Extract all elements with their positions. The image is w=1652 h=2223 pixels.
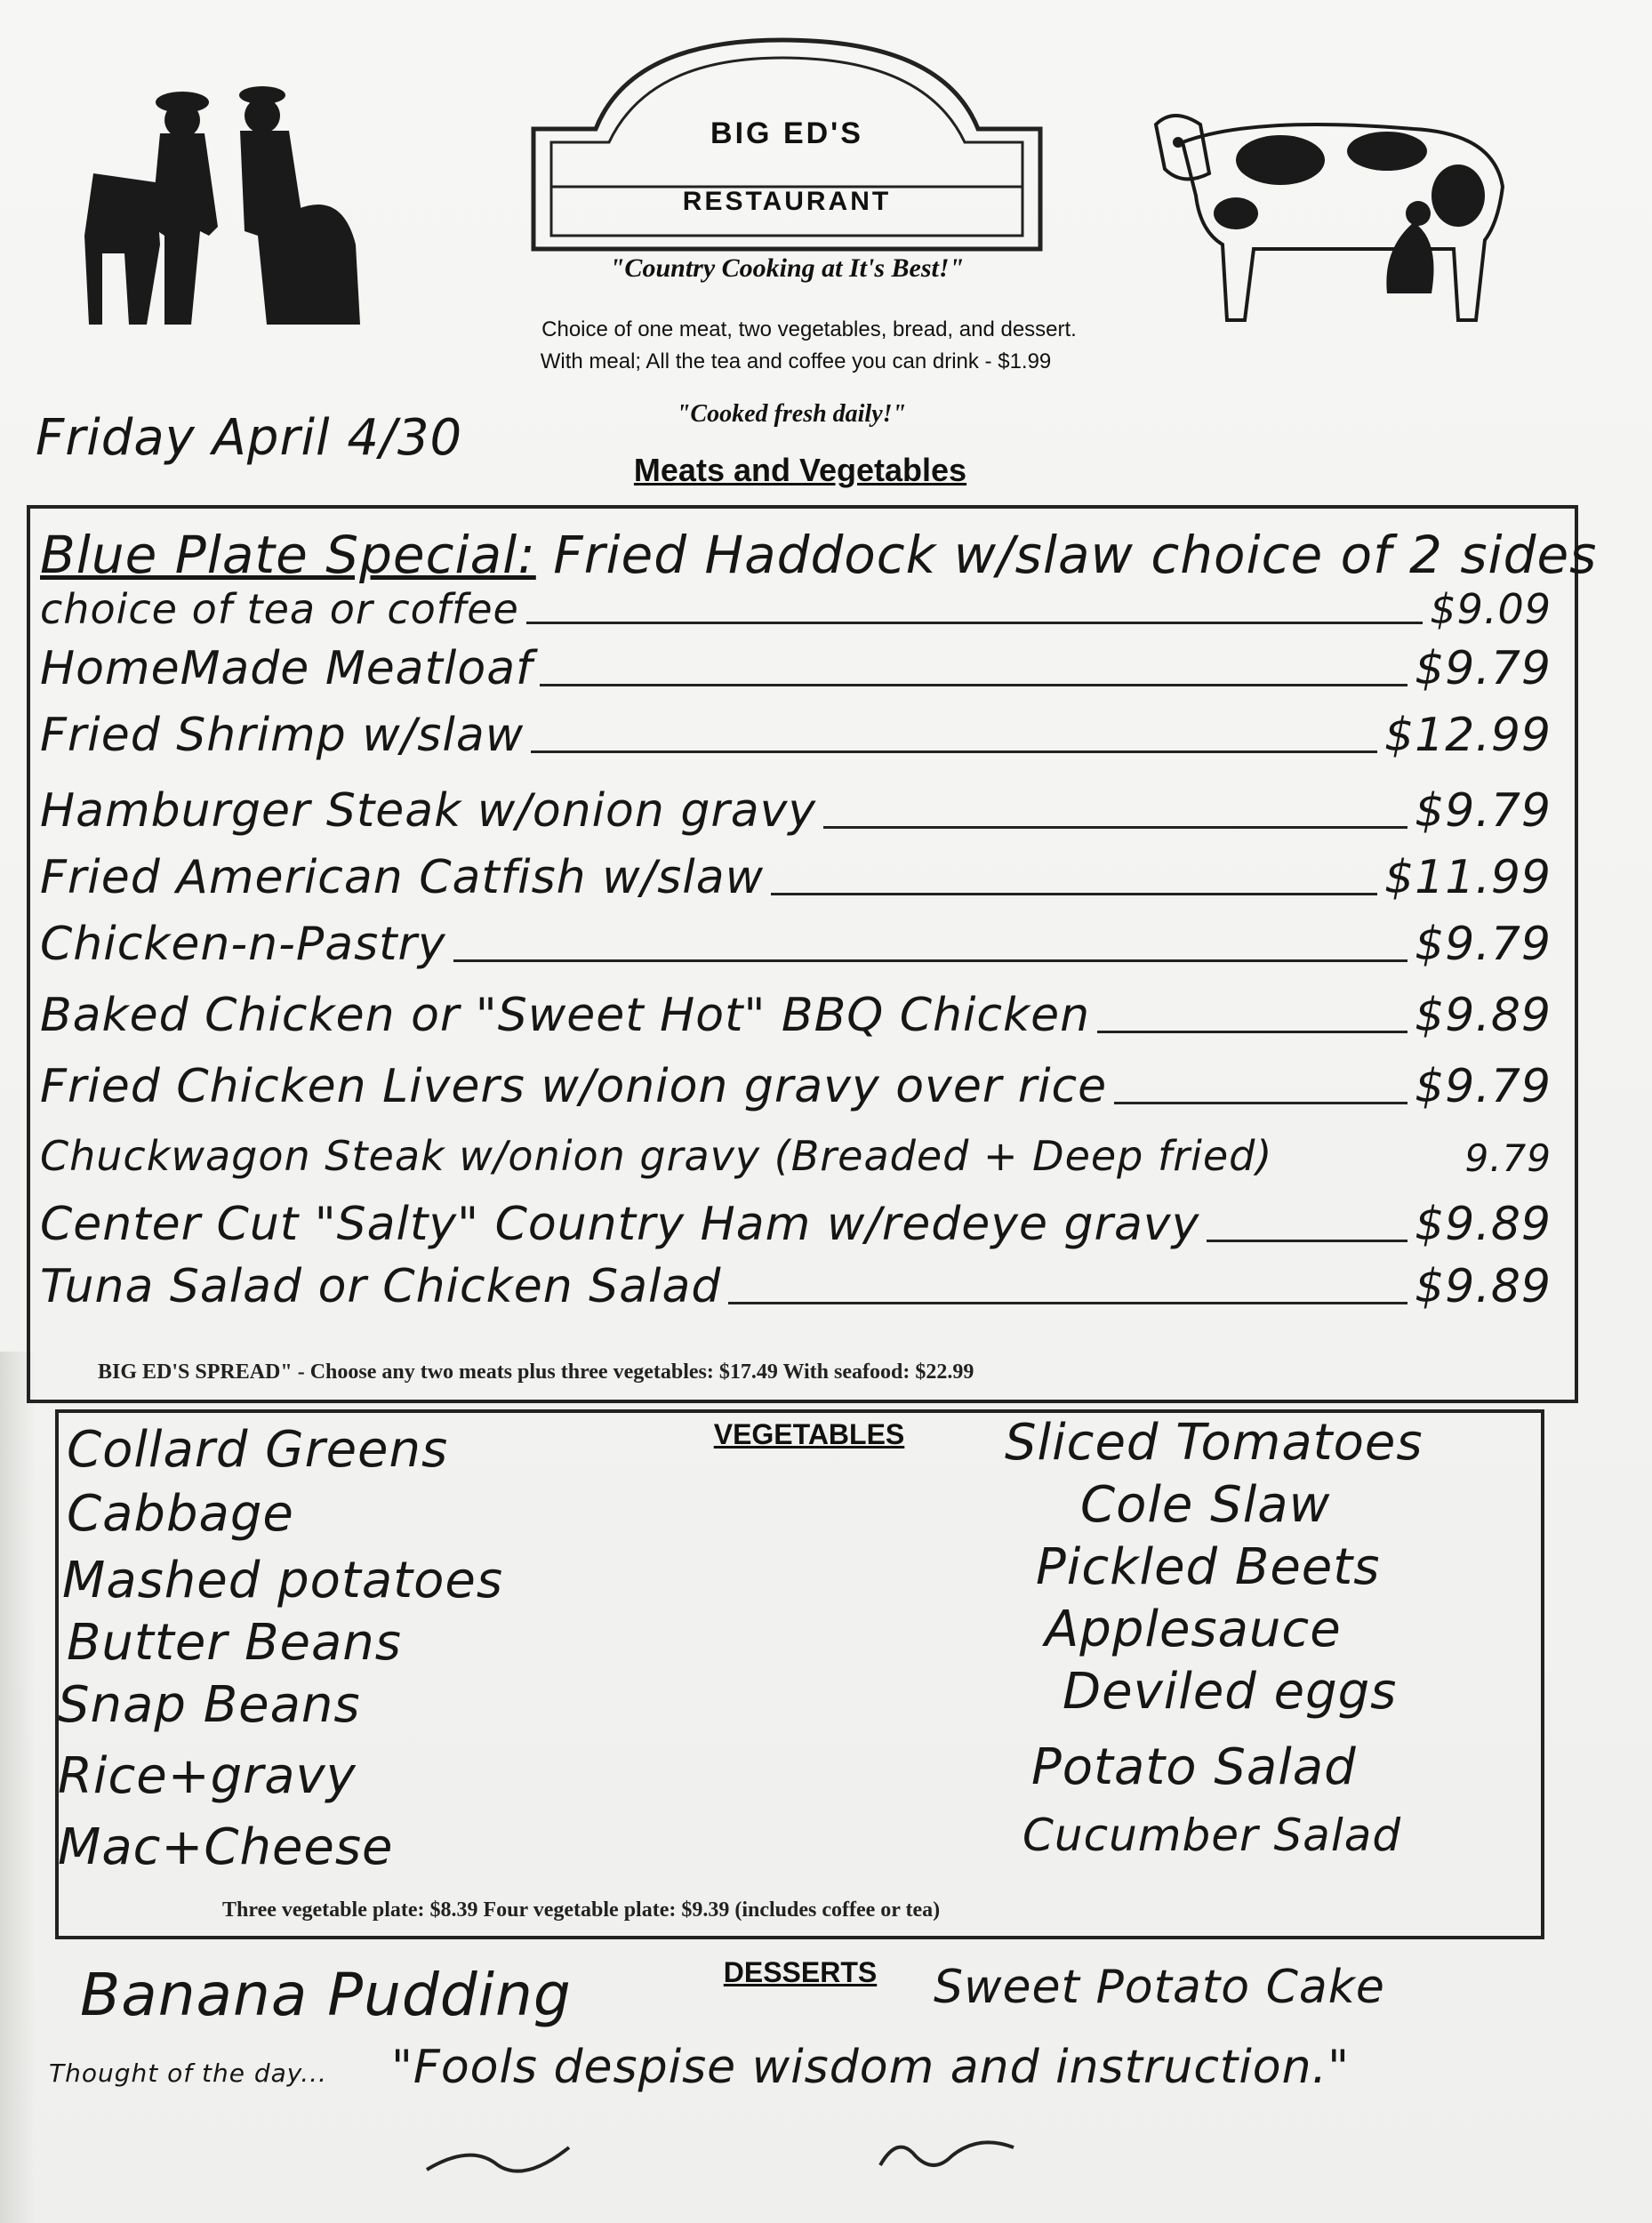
squiggle-doodle [418,2134,578,2187]
leader-line [453,959,1407,962]
menu-item-name: Chicken-n-Pastry [40,918,446,971]
vegetable-plate-prices: Three vegetable plate: $8.39 Four vegetable plate: $9.39 (includes coffee or tea) [222,1898,941,1922]
vegetable-item: Mashed potatoes [62,1552,504,1609]
meats-heading: Meats and Vegetables [633,452,967,488]
dessert-item: Sweet Potato Cake [934,1961,1385,2014]
menu-item-price: $9.79 [1415,918,1552,971]
squiggle-doodle [871,2125,1022,2179]
menu-item-row [40,849,1552,904]
menu-item-name: Tuna Salad or Chicken Salad [40,1260,722,1313]
paper-shadow [0,1352,36,2223]
vegetable-item: Collard Greens [67,1421,449,1479]
menu-item-name: Center Cut "Salty" Country Ham w/redeye gravy [40,1198,1200,1251]
menu-item-row [40,1196,1552,1251]
logo-subtitle: RESTAURANT [682,187,892,216]
menu-item-name: HomeMade Meatloaf [40,642,533,695]
menu-item-price: $9.09 [1430,585,1552,633]
leader-line [823,826,1407,829]
vegetable-item: Deviled eggs [1063,1663,1398,1721]
menu-item-price: 9.79 [1464,1136,1552,1180]
special-label: Blue Plate Special: [40,525,536,585]
menu-item-price: $9.89 [1415,989,1552,1042]
menu-item-name: Fried Chicken Livers w/onion gravy over rice [40,1060,1108,1113]
menu-item-name: Chuckwagon Steak w/onion gravy (Breaded + Deep fried) [40,1132,1273,1180]
menu-item-row [40,782,1552,838]
leader-line [728,1302,1407,1304]
menu-item-name: choice of tea or coffee [40,585,519,633]
menu-item-row [40,1058,1552,1113]
vegetable-item: Cole Slaw [1080,1476,1331,1534]
leader-line [531,750,1377,753]
menu-item-row [40,707,1552,762]
menu-item-price: $9.79 [1415,642,1552,695]
menu-item-row [40,1125,1552,1180]
leader-line [1114,1102,1407,1104]
leader-line [526,622,1423,624]
special-description: Fried Haddock w/slaw choice of 2 sides [553,525,1598,585]
menu-item-name: Fried American Catfish w/slaw [40,851,765,904]
menu-item-row [40,578,1552,633]
vegetable-item: Sliced Tomatoes [1005,1414,1423,1472]
cooked-fresh-note: "Cooked fresh daily!" [676,400,907,428]
menu-item-row [40,916,1552,971]
leader-line [1097,1031,1407,1033]
vegetable-item: Cucumber Salad [1022,1810,1402,1861]
desserts-heading: DESSERTS [723,1956,878,1988]
vegetable-item: Butter Beans [67,1614,402,1672]
menu-item-row [40,1258,1552,1313]
menu-item-price: $12.99 [1384,709,1552,762]
vegetable-item: Snap Beans [58,1676,361,1734]
menu-item-price: $9.89 [1415,1260,1552,1313]
thought-of-day-label: Thought of the day... [49,2058,327,2088]
menu-date: Friday April 4/30 [36,409,463,467]
menu-item-price: $9.79 [1415,784,1552,838]
vegetable-item: Mac+Cheese [58,1818,394,1876]
menu-item-price: $9.89 [1415,1198,1552,1251]
leader-line [540,684,1407,686]
farmers-illustration [76,76,378,342]
vegetable-item: Rice+gravy [58,1747,357,1805]
menu-item-price: $11.99 [1384,851,1552,904]
tagline: "Country Cooking at It's Best!" [609,253,965,283]
meal-info-line-1: Choice of one meat, two vegetables, bread, and dessert. [541,317,1077,341]
blue-plate-special [40,525,1598,585]
logo-name: BIG ED'S [710,116,863,150]
meal-info-line-2: With meal; All the tea and coffee you can drink - $1.99 [540,349,1052,373]
menu-item-name: Hamburger Steak w/onion gravy [40,784,817,838]
menu-item-row [40,987,1552,1042]
menu-item-name: Fried Shrimp w/slaw [40,709,525,762]
dessert-item: Banana Pudding [80,1961,572,2029]
menu-item-name: Baked Chicken or "Sweet Hot" BBQ Chicken [40,989,1091,1042]
vegetable-item: Applesauce [1045,1601,1342,1658]
menu-item-price: $9.79 [1415,1060,1552,1113]
leader-line [1207,1240,1407,1242]
cow-illustration [1147,89,1538,338]
vegetables-heading: VEGETABLES [713,1418,905,1450]
big-eds-spread: BIG ED'S SPREAD" - Choose any two meats plus three vegetables: $17.49 With seafood: $22.99 [98,1360,974,1384]
vegetable-item: Pickled Beets [1036,1538,1381,1596]
vegetable-item: Cabbage [67,1485,294,1543]
menu-item-row [40,640,1552,695]
vegetable-item: Potato Salad [1031,1738,1357,1796]
leader-line [771,893,1377,895]
thought-of-day-text: "Fools despise wisdom and instruction." [391,2041,1350,2094]
